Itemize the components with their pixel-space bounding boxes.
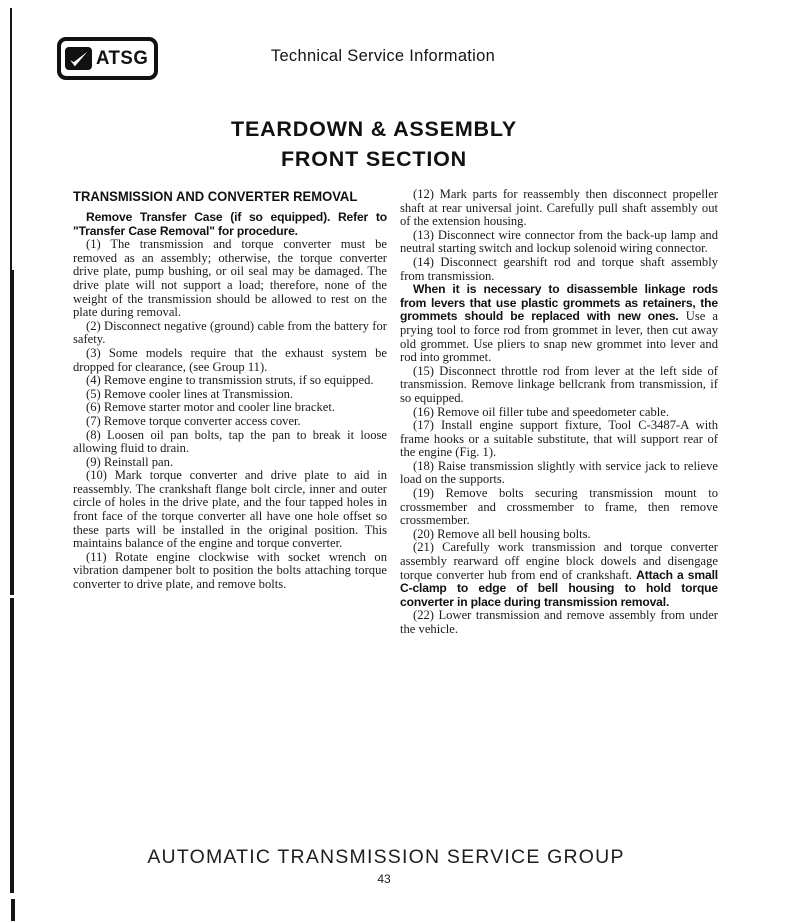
paragraph	[400, 188, 718, 229]
paragraph	[400, 609, 718, 636]
body-text: (10) Mark torque converter and drive plate to aid in reassembly. The crankshaft flange bolt circle, inner and outer circle of holes in the drive plate, and the four tapped holes in front face of the torque converter all have one hole offset so these parts will be installed in the original position. This maintains balance of the engine and torque converter.	[73, 468, 387, 551]
paragraph	[73, 415, 387, 429]
footer-page-number: 43	[377, 872, 391, 886]
paragraph	[73, 551, 387, 592]
paragraph	[400, 365, 718, 406]
scan-artifact-line	[11, 899, 15, 921]
body-text: (20) Remove all bell housing bolts.	[413, 526, 591, 541]
paragraph	[400, 460, 718, 487]
footer-organization: AUTOMATIC TRANSMISSION SERVICE GROUP	[147, 846, 625, 868]
body-text: (7) Remove torque converter access cover.	[86, 413, 301, 428]
body-text: (9) Reinstall pan.	[86, 454, 174, 469]
body-text: (16) Remove oil filler tube and speedometer cable.	[413, 404, 669, 419]
body-text: (3) Some models require that the exhaust system be dropped for clearance, (see Group 11).	[73, 345, 387, 374]
right-column	[400, 188, 718, 637]
paragraph	[73, 320, 387, 347]
paragraph	[400, 541, 718, 609]
scan-artifact-line	[10, 270, 14, 595]
paragraph	[400, 487, 718, 528]
body-text: (17) Install engine support fixture, Tool C-3487-A with frame hooks or a suitable substitute, that will support rear of the engine (Fig. 1).	[400, 418, 718, 460]
body-text: (11) Rotate engine clockwise with socket wrench on vibration dampener bolt to position the bolts attaching torque converter to drive plate, and remove bolts.	[73, 549, 387, 592]
paragraph	[400, 283, 718, 365]
logo-text: ATSG	[96, 48, 149, 69]
section-heading: TRANSMISSION AND CONVERTER REMOVAL	[73, 188, 358, 204]
paragraph	[400, 229, 718, 256]
body-text: (2) Disconnect negative (ground) cable from the battery for safety.	[73, 318, 387, 347]
body-columns	[73, 188, 718, 637]
emphasis-text: Remove Transfer Case (if so equipped). Refer to "Transfer Case Removal" for procedure.	[73, 210, 387, 238]
paragraph	[73, 456, 387, 470]
paragraph	[73, 211, 387, 238]
paragraph	[400, 406, 718, 420]
paragraph	[73, 238, 387, 320]
paragraph	[400, 528, 718, 542]
paragraph	[73, 401, 387, 415]
body-text: (19) Remove bolts securing transmission mount to crossmember and crossmember to frame, then remove crossmember.	[400, 486, 718, 528]
body-text: (12) Mark parts for reassembly then disconnect propeller shaft at rear universal joint. Carefully pull shaft assembly out of the extension housing.	[400, 187, 718, 229]
document-title-line2: FRONT SECTION	[281, 147, 467, 171]
paragraph	[73, 374, 387, 388]
paragraph	[73, 347, 387, 374]
body-text: (8) Loosen oil pan bolts, tap the pan to break it loose allowing fluid to drain.	[73, 427, 387, 456]
body-text: (4) Remove engine to transmission struts, if so equipped.	[86, 373, 374, 388]
body-text: (18) Raise transmission slightly with service jack to relieve load on the supports.	[400, 458, 718, 487]
body-text: (22) Lower transmission and remove assembly from under the vehicle.	[400, 608, 718, 636]
left-column	[73, 188, 387, 637]
body-text: (5) Remove cooler lines at Transmission.	[86, 386, 294, 401]
body-text: Use a prying tool to force rod from grommet in lever, then cut away old grommet. Use pliers to snap new grommet into lever and rod into grommet.	[400, 309, 718, 365]
body-text: (13) Disconnect wire connector from the back-up lamp and neutral starting switch and lockup solenoid wiring connector.	[400, 227, 718, 256]
document-title-line1: TEARDOWN & ASSEMBLY	[231, 117, 517, 141]
body-text: (6) Remove starter motor and cooler line bracket.	[86, 400, 335, 415]
paragraph	[400, 256, 718, 283]
body-text: (1) The transmission and torque converter must be removed as an assembly; otherwise, the torque converter drive plate, pump bushing, or oil seal may be damaged. The drive plate will not support a load; therefore, none of the weight of the transmission should be allowed to rest on the plate during removal.	[73, 237, 387, 320]
header-title: Technical Service Information	[270, 47, 496, 65]
body-text: (14) Disconnect gearshift rod and torque shaft assembly from transmission.	[400, 254, 718, 283]
paragraph	[73, 469, 387, 551]
emphasis-text: When it is necessary to disassemble linkage rods from levers that use plastic grommets as retainers, the grommets should be replaced with new ones.	[400, 282, 718, 324]
body-text: (15) Disconnect throttle rod from lever at the left side of transmission. Remove linkage bellcrank from transmission, if so equipped.	[400, 363, 718, 405]
paragraph	[400, 419, 718, 460]
document-title	[0, 114, 748, 174]
paragraph	[73, 388, 387, 402]
body-text: (21) Carefully work transmission and torque converter assembly rearward off engine block dowels and disengage torque converter hub from end of crankshaft.	[400, 540, 718, 582]
emphasis-text: Attach a small C-clamp to edge of bell housing to hold torque converter in place during transmission removal.	[400, 567, 718, 609]
paragraph	[73, 429, 387, 456]
